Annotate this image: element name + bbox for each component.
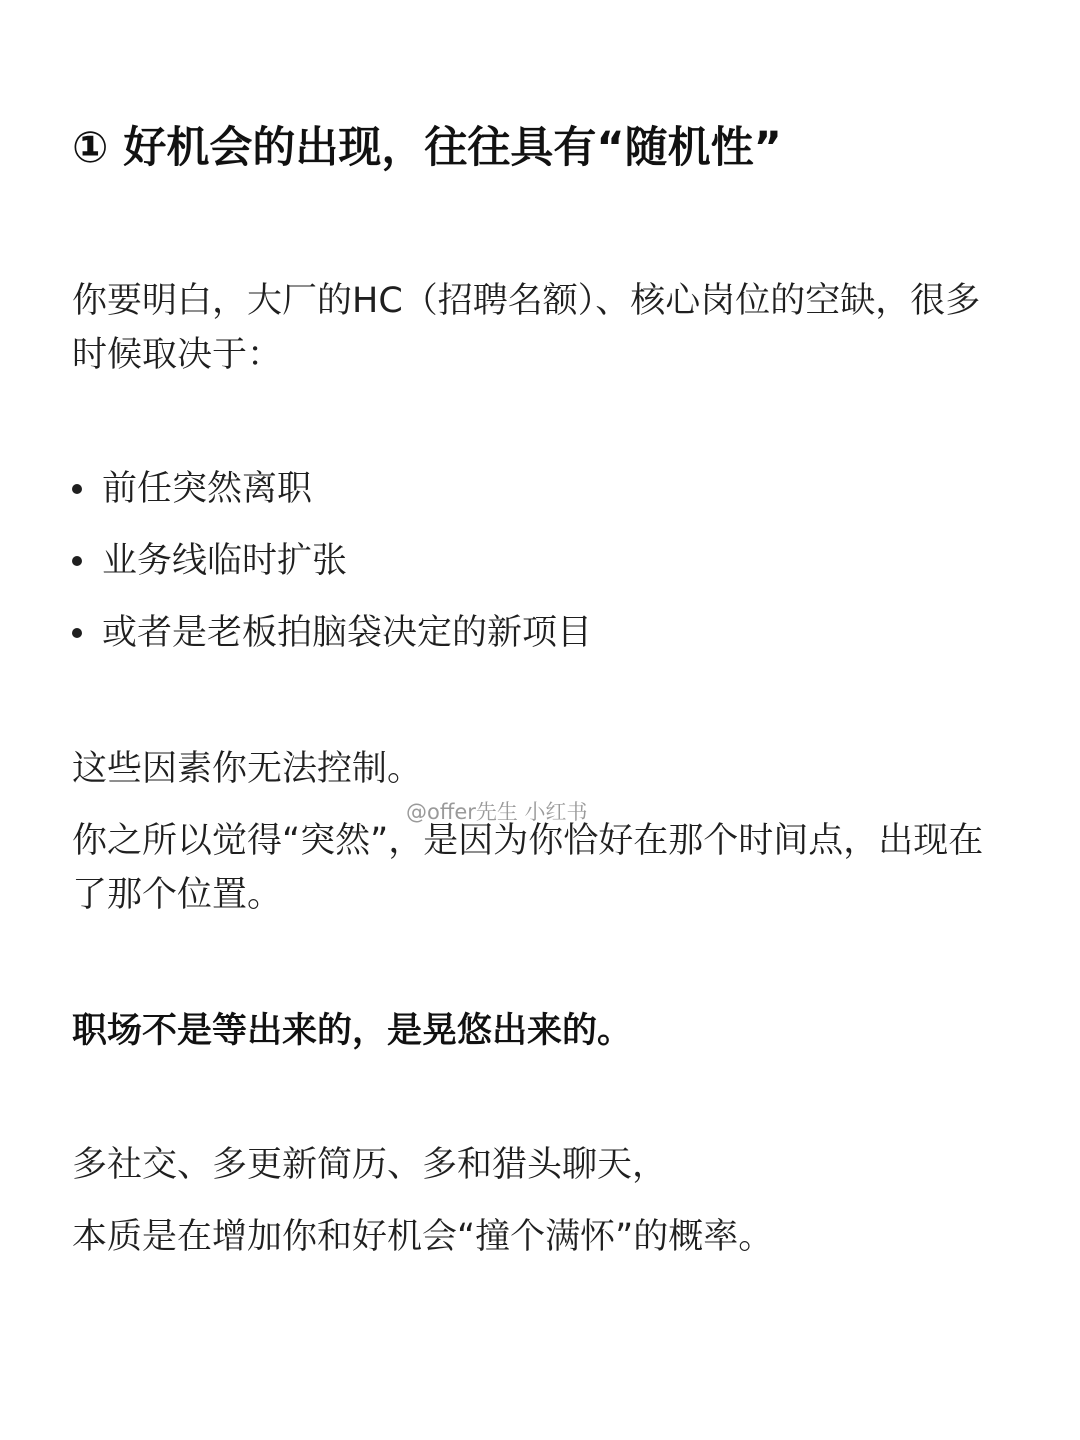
bullet-icon xyxy=(72,628,82,638)
list-item xyxy=(72,534,592,606)
emphasis-paragraph: 职场不是等出来的，是晃悠出来的。 xyxy=(72,1011,633,1051)
list-item xyxy=(72,606,592,678)
social-paragraph: 多社交、多更新简历、多和猎头聊天， xyxy=(72,1145,668,1185)
reasons-list xyxy=(72,462,592,678)
list-item-text: 前任突然离职 xyxy=(102,469,313,509)
bullet-icon xyxy=(72,484,82,494)
essence-paragraph: 本质是在增加你和好机会“撞个满怀”的概率。 xyxy=(72,1217,774,1257)
bullet-icon xyxy=(72,556,82,566)
list-item-text: 或者是老板拍脑袋决定的新项目 xyxy=(102,613,593,653)
list-item-text: 业务线临时扩张 xyxy=(102,541,348,581)
control-paragraph: 这些因素你无法控制。 xyxy=(72,749,423,789)
list-item xyxy=(72,462,592,534)
intro-paragraph: 你要明白，大厂的HC（招聘名额）、核心岗位的空缺，很多时候取决于： xyxy=(72,281,981,375)
sudden-paragraph: 你之所以觉得“突然”，是因为你恰好在那个时间点，出现在了那个位置。 xyxy=(72,821,984,915)
watermark: @offer先生 小红书 xyxy=(406,800,588,824)
section-title: ① 好机会的出现，往往具有“随机性” xyxy=(72,123,782,173)
